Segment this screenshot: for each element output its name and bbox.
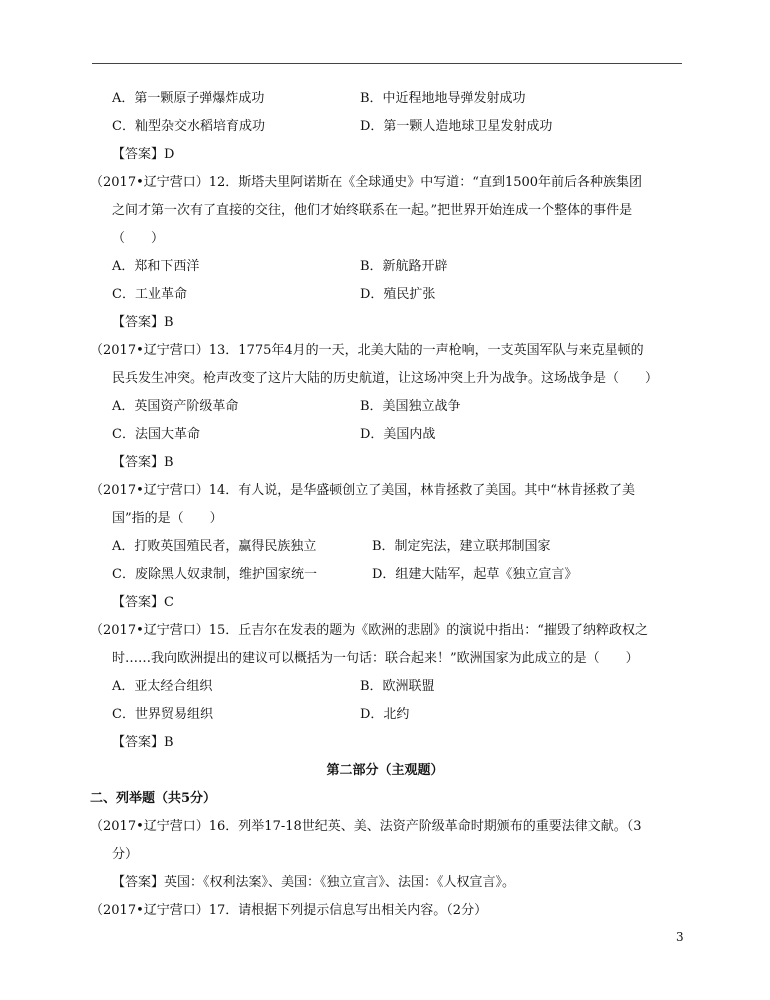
q13-option-b: B．美国独立战争 xyxy=(360,399,461,414)
q12-answer: 【答案】B xyxy=(112,315,174,330)
part2-title: 第二部分（主观题） xyxy=(326,763,444,778)
q14-stem-line2: 国”指的是（ ） xyxy=(112,511,223,526)
q11-option-c: C．籼型杂交水稻培育成功 xyxy=(112,119,265,134)
q11-option-d: D．第一颗人造地球卫星发射成功 xyxy=(360,119,553,134)
q14-option-d: D．组建大陆军，起草《独立宣言》 xyxy=(372,567,578,582)
q11-answer: 【答案】D xyxy=(112,147,175,162)
q13-stem-line2: 民兵发生冲突。枪声改变了这片大陆的历史航道，让这场冲突上升为战争。这场战争是（ ） xyxy=(112,371,659,386)
q14-option-b: B．制定宪法，建立联邦制国家 xyxy=(372,539,551,554)
q11-option-a: A．第一颗原子弹爆炸成功 xyxy=(112,91,265,106)
q15-stem-line2: 时……我向欧洲提出的建议可以概括为一句话：联合起来！”欧洲国家为此成立的是（ ） xyxy=(112,651,639,666)
q12-option-b: B．新航路开辟 xyxy=(360,259,448,274)
q16-answer: 【答案】英国：《权利法案》、美国：《独立宣言》、法国：《人权宣言》。 xyxy=(112,875,516,890)
q11-option-b: B．中近程地地导弹发射成功 xyxy=(360,91,526,106)
q15-option-b: B．欧洲联盟 xyxy=(360,679,435,694)
header-rule xyxy=(92,63,682,64)
q12-stem-line2: 之间才第一次有了直接的交往，他们才始终联系在一起。”把世界开始连成一个整体的事件是 xyxy=(112,203,633,218)
q14-answer: 【答案】C xyxy=(112,595,174,610)
q12-option-d: D．殖民扩张 xyxy=(360,287,436,302)
q13-answer: 【答案】B xyxy=(112,455,174,470)
q12-stem-line1: （2017•辽宁营口）12．斯塔夫里阿诺斯在《全球通史》中写道：“直到1500年前后各种族集团 xyxy=(90,175,643,190)
q13-stem-line1: （2017•辽宁营口）13．1775年4月的一天，北美大陆的一声枪响，一支英国军队与来克星顿的 xyxy=(90,343,644,358)
q15-stem-line1: （2017•辽宁营口）15．丘吉尔在发表的题为《欧洲的悲剧》的演说中指出：“摧毁了纳粹政权之 xyxy=(90,623,648,638)
q17-stem-line1: （2017•辽宁营口）17．请根据下列提示信息写出相关内容。（2分） xyxy=(90,903,488,918)
q14-option-a: A．打败英国殖民者，赢得民族独立 xyxy=(112,539,317,554)
q13-option-a: A．英国资产阶级革命 xyxy=(112,399,239,414)
q15-option-a: A．亚太经合组织 xyxy=(112,679,213,694)
q13-option-c: C．法国大革命 xyxy=(112,427,200,442)
q15-option-d: D．北约 xyxy=(360,707,410,722)
q12-stem-line3: （ ） xyxy=(112,231,165,246)
q14-stem-line1: （2017•辽宁营口）14．有人说，是华盛顿创立了美国，林肯拯救了美国。其中“林肯拯救了美 xyxy=(90,483,635,498)
q14-option-c: C．废除黑人奴隶制，维护国家统一 xyxy=(112,567,317,582)
q16-stem-line2: 分） xyxy=(112,847,139,862)
q15-answer: 【答案】B xyxy=(112,735,174,750)
q12-option-a: A．郑和下西洋 xyxy=(112,259,200,274)
q16-stem-line1: （2017•辽宁营口）16．列举17-18世纪英、美、法资产阶级革命时期颁布的重要法律文献。（3 xyxy=(90,819,642,834)
section2-heading: 二、列举题（共5分） xyxy=(90,791,217,806)
q15-option-c: C．世界贸易组织 xyxy=(112,707,213,722)
q12-option-c: C．工业革命 xyxy=(112,287,187,302)
page-number: 3 xyxy=(676,930,684,944)
q13-option-d: D．美国内战 xyxy=(360,427,436,442)
